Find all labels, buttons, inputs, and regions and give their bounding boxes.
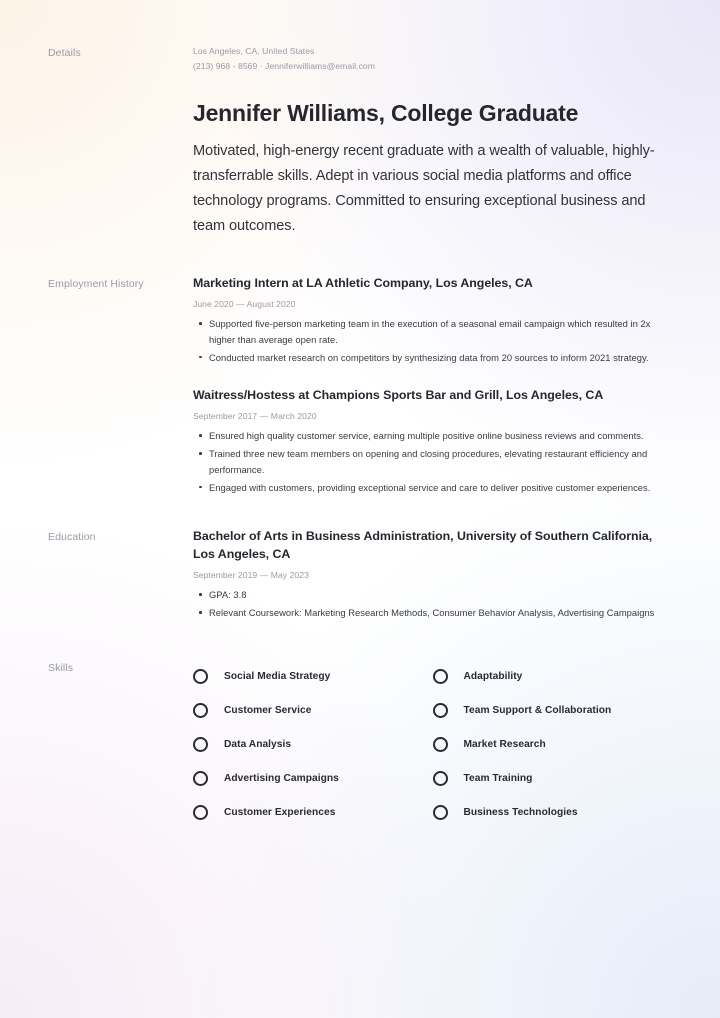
details-content: [193, 44, 672, 269]
list-item: [433, 727, 673, 761]
list-item: Engaged with customers, providing exceptional service and care to deliver positive customer experiences.: [209, 480, 672, 495]
skill-label: Team Training: [463, 772, 533, 784]
circle-icon: [433, 771, 448, 786]
list-item: [193, 761, 433, 795]
employment-section: [48, 275, 672, 498]
list-item: [433, 693, 673, 727]
circle-icon: [193, 737, 208, 752]
education-content: [193, 528, 672, 623]
skill-label: Adaptability: [463, 670, 523, 682]
circle-icon: [433, 703, 448, 718]
skill-label: Business Technologies: [463, 806, 578, 818]
circle-icon: [433, 737, 448, 752]
list-item: [433, 795, 673, 829]
list-item: [193, 795, 433, 829]
skill-label: Advertising Campaigns: [224, 772, 339, 784]
education-entry: [193, 528, 672, 620]
skill-label: Data Analysis: [224, 738, 292, 750]
list-item: Supported five-person marketing team in the execution of a seasonal email campaign which resulted in 2x higher than average open rate.: [209, 316, 672, 346]
list-item: Trained three new team members on opening and closing procedures, elevating restaurant efficiency and performance.: [209, 446, 672, 476]
circle-icon: [193, 703, 208, 718]
employment-title: Waitress/Hostess at Champions Sports Bar and Grill, Los Angeles, CA: [193, 388, 604, 403]
employment-date: September 2017 — March 2020: [193, 411, 317, 422]
list-item: [193, 727, 433, 761]
circle-icon: [433, 669, 448, 684]
employment-entry: [193, 387, 672, 495]
list-item: [193, 693, 433, 727]
details-location: Los Angeles, CA, United States: [193, 46, 315, 56]
circle-icon: [193, 669, 208, 684]
details-section: [48, 44, 672, 269]
employment-entry: [193, 275, 672, 365]
details-contact: (213) 968 - 8569 · Jenniferwilliams@email.com: [193, 61, 375, 72]
list-item: [433, 761, 673, 795]
list-item: [193, 659, 433, 693]
list-item: Conducted market research on competitors by synthesizing data from 20 sources to inform 2021 strategy.: [209, 350, 672, 365]
skill-label: Customer Service: [224, 704, 312, 716]
skills-section-label: Skills: [48, 662, 74, 675]
education-section-label: Education: [48, 531, 96, 544]
circle-icon: [433, 805, 448, 820]
list-item: [433, 659, 673, 693]
skill-label: Market Research: [463, 738, 546, 750]
employment-content: [193, 275, 672, 498]
skill-label: Customer Experiences: [224, 806, 336, 818]
skill-label: Social Media Strategy: [224, 670, 331, 682]
employment-bullets: [193, 316, 672, 365]
skills-section: [48, 659, 672, 829]
profile-summary: Motivated, high-energy recent graduate with a wealth of valuable, highly-transferrable skills. Adept in various social media platforms and office technology programs. Committed to ensuring exceptional business and team outcomes.: [193, 143, 655, 235]
skills-content: [193, 659, 672, 829]
skills-grid: [193, 659, 672, 829]
education-bullets: [193, 587, 672, 620]
list-item: GPA: 3.8: [209, 587, 672, 602]
details-section-label: Details: [48, 47, 81, 59]
employment-bullets: [193, 428, 672, 495]
list-item: Relevant Coursework: Marketing Research Methods, Consumer Behavior Analysis, Advertising Campaigns: [209, 605, 672, 620]
employment-section-label: Employment History: [48, 278, 144, 291]
education-title: Bachelor of Arts in Business Administration, University of Southern California, Los Angeles, CA: [193, 529, 653, 562]
employment-title: Marketing Intern at LA Athletic Company, Los Angeles, CA: [193, 276, 533, 291]
list-item: Ensured high quality customer service, earning multiple positive online business reviews and comments.: [209, 428, 672, 443]
employment-date: June 2020 — August 2020: [193, 299, 296, 310]
education-section: [48, 528, 672, 623]
page-title: Jennifer Williams, College Graduate: [193, 100, 579, 127]
circle-icon: [193, 805, 208, 820]
skill-label: Team Support & Collaboration: [463, 704, 612, 716]
education-date: September 2019 — May 2023: [193, 570, 309, 581]
circle-icon: [193, 771, 208, 786]
